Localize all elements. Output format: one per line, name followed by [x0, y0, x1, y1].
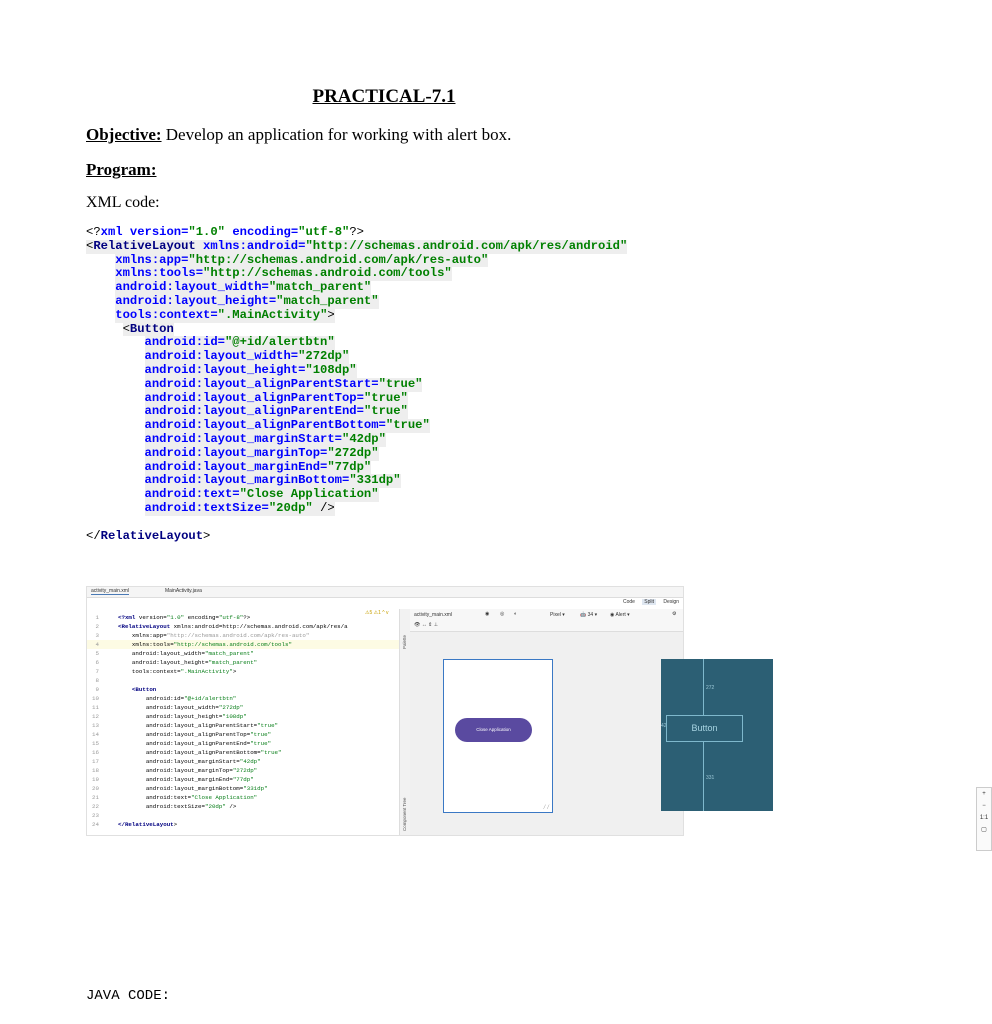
design-mode-button[interactable]: Design — [663, 599, 679, 605]
line-number: 14 — [92, 731, 99, 738]
editor-line[interactable] — [87, 730, 399, 739]
margin-top-value: 272 — [706, 685, 715, 691]
warning-indicator[interactable]: ⚠5 ⚠1 ^ v — [365, 610, 389, 616]
palette-label[interactable]: Palette — [402, 634, 407, 649]
api-level: 34 — [587, 612, 594, 618]
device-selector[interactable]: Pixel ▾ — [550, 612, 565, 618]
line-text: android:layout_height="108dp" — [118, 713, 247, 720]
palette-icon[interactable]: ◉ — [485, 611, 490, 617]
design-toolbar — [410, 609, 683, 632]
line-number: 4 — [95, 641, 99, 648]
editor-tabs — [87, 587, 683, 598]
code-line: android:text="Close Application" — [144, 487, 379, 502]
editor-line[interactable] — [87, 640, 399, 649]
line-text: <?xml version="1.0" encoding="utf-8"?> — [118, 614, 251, 621]
line-number: 17 — [92, 758, 99, 765]
line-text: android:layout_alignParentBottom="true" — [118, 749, 282, 756]
code-line: <Button — [122, 321, 174, 336]
objective-text: Develop an application for working with alert box. — [165, 125, 512, 144]
line-number: 13 — [92, 722, 99, 729]
editor-line[interactable] — [87, 631, 399, 640]
blueprint-preview — [661, 659, 773, 811]
line-text: <RelativeLayout xmlns:android=http://schemas.android.com/apk/res/a — [118, 623, 348, 630]
editor-line[interactable] — [87, 757, 399, 766]
view-mode-switcher — [617, 599, 681, 605]
code-line: android:layout_alignParentBottom="true" — [144, 418, 430, 433]
zoom-out-button[interactable]: − — [982, 803, 986, 809]
editor-line[interactable] — [87, 613, 399, 622]
line-text: android:layout_width="match_parent" — [118, 650, 254, 657]
component-tree-label[interactable]: Component Tree — [402, 797, 407, 831]
code-line: android:textSize="20dp" /> — [144, 500, 335, 515]
preview-close-button[interactable]: Close Application — [455, 718, 532, 742]
line-number: 7 — [95, 668, 99, 675]
editor-line[interactable] — [87, 622, 399, 631]
java-code-label: JAVA CODE: — [86, 988, 171, 1004]
line-number: 18 — [92, 767, 99, 774]
code-line: xmlns:tools="http://schemas.android.com/tools" — [115, 266, 452, 281]
line-text: xmlns:app="http://schemas.android.com/apk/res-auto" — [118, 632, 310, 639]
line-text: android:layout_alignParentTop="true" — [118, 731, 272, 738]
code-line: android:layout_marginTop="272dp" — [144, 445, 379, 460]
android-studio-screenshot — [86, 586, 989, 836]
editor-line[interactable] — [87, 739, 399, 748]
zoom-fit-button[interactable]: ▢ — [981, 827, 987, 833]
program-heading: Program: — [86, 160, 157, 179]
code-line: tools:context=".MainActivity"> — [115, 307, 335, 322]
editor-line[interactable] — [87, 667, 399, 676]
editor-line[interactable] — [87, 748, 399, 757]
theme-name: Alert — [615, 612, 626, 618]
line-number: 3 — [95, 632, 99, 639]
margin-start-value: 42 — [661, 723, 667, 729]
line-text: android:layout_alignParentEnd="true" — [118, 740, 272, 747]
zoom-in-button[interactable]: + — [982, 791, 986, 797]
objective-label: Objective: — [86, 125, 162, 144]
device-preview — [443, 659, 553, 813]
line-number: 8 — [95, 677, 99, 684]
editor-line[interactable] — [87, 802, 399, 811]
line-number: 10 — [92, 695, 99, 702]
line-text: android:layout_width="272dp" — [118, 704, 244, 711]
editor-line[interactable] — [87, 775, 399, 784]
line-number: 6 — [95, 659, 99, 666]
code-line: android:layout_marginStart="42dp" — [144, 431, 386, 446]
line-text: android:layout_marginBottom="331dp" — [118, 785, 268, 792]
objective — [86, 125, 511, 145]
code-line: xmlns:app="http://schemas.android.com/apk/res-auto" — [115, 252, 489, 267]
line-number: 22 — [92, 803, 99, 810]
line-number: 12 — [92, 713, 99, 720]
code-line: android:layout_marginBottom="331dp" — [144, 473, 401, 488]
line-text: android:layout_marginEnd="77dp" — [118, 776, 254, 783]
api-selector[interactable]: 🤖 34 ▾ — [580, 612, 598, 618]
line-text: android:text="Close Application" — [118, 794, 258, 801]
line-text: xmlns:tools="http://schemas.android.com/tools" — [118, 641, 292, 648]
blueprint-button[interactable]: Button — [666, 715, 743, 742]
xml-code-block — [86, 226, 627, 543]
code-line: android:layout_height="108dp" — [144, 362, 357, 377]
design-file-selector[interactable]: activity_main.xml — [414, 612, 453, 618]
editor-line[interactable] — [87, 793, 399, 802]
editor-line[interactable] — [87, 694, 399, 703]
night-mode-icon[interactable]: ◐ — [514, 611, 518, 617]
editor-line[interactable] — [87, 658, 399, 667]
line-text: tools:context=".MainActivity"> — [118, 668, 237, 675]
view-options-icon[interactable]: 👁 ↔ ⇕ ⊥ — [414, 622, 439, 628]
theme-selector[interactable]: ◉ Alert ▾ — [610, 612, 630, 618]
line-number: 1 — [95, 614, 99, 621]
bottom-constraint-line — [703, 741, 704, 811]
orientation-icon[interactable]: ◎ — [500, 611, 505, 617]
editor-line[interactable] — [87, 685, 399, 694]
design-surface — [410, 609, 989, 835]
code-line: android:layout_width="match_parent" — [115, 280, 372, 295]
resize-handle-icon[interactable]: ⁄⁄ — [542, 804, 550, 811]
xml-code-label: XML code: — [86, 194, 160, 211]
code-line: android:layout_height="match_parent" — [115, 293, 379, 308]
editor-line[interactable] — [87, 811, 399, 820]
page-title: PRACTICAL-7.1 — [312, 86, 456, 107]
line-text: android:layout_marginTop="272dp" — [118, 767, 258, 774]
editor-line[interactable] — [87, 712, 399, 721]
device-name: Pixel — [550, 612, 561, 618]
line-number: 23 — [92, 812, 99, 819]
code-line: android:layout_width="272dp" — [144, 349, 350, 364]
code-line — [86, 516, 627, 530]
editor-line[interactable] — [87, 820, 399, 829]
zoom-controls — [976, 787, 992, 851]
line-number: 5 — [95, 650, 99, 657]
code-mode-button[interactable]: Code — [622, 599, 635, 605]
split-mode-button[interactable]: Split — [644, 599, 655, 605]
line-number: 15 — [92, 740, 99, 747]
code-line: android:id="@+id/alertbtn" — [144, 335, 335, 350]
line-text: android:id="@+id/alertbtn" — [118, 695, 237, 702]
tab-activity-main-xml[interactable]: activity_main.xml — [91, 588, 130, 594]
line-number: 16 — [92, 749, 99, 756]
line-text: android:layout_marginStart="42dp" — [118, 758, 261, 765]
code-line: <?xml version="1.0" encoding="utf-8"?> — [86, 225, 364, 239]
line-number: 19 — [92, 776, 99, 783]
code-editor[interactable] — [87, 609, 399, 835]
tab-main-activity-java[interactable]: MainActivity.java — [165, 588, 202, 594]
line-text: android:layout_alignParentStart="true" — [118, 722, 279, 729]
line-number: 9 — [95, 686, 99, 693]
line-text: android:textSize="20dp" /> — [118, 803, 237, 810]
settings-icon[interactable]: ⚙ — [672, 611, 677, 617]
editor-line[interactable] — [87, 784, 399, 793]
line-number: 2 — [95, 623, 99, 630]
code-line: </RelativeLayout> — [86, 528, 211, 543]
zoom-actual-size-button[interactable]: 1:1 — [979, 815, 989, 821]
editor-line[interactable] — [87, 721, 399, 730]
side-panel-strip — [399, 609, 410, 835]
code-line: android:layout_alignParentStart="true" — [144, 376, 423, 391]
top-constraint-line — [703, 659, 704, 715]
line-text: android:layout_height="match_parent" — [118, 659, 258, 666]
code-line: android:layout_marginEnd="77dp" — [144, 459, 372, 474]
code-line: android:layout_alignParentEnd="true" — [144, 404, 408, 419]
line-number: 11 — [92, 704, 99, 711]
line-number: 21 — [92, 794, 99, 801]
line-text: <Button — [131, 686, 157, 693]
margin-bottom-value: 331 — [706, 775, 715, 781]
line-number: 20 — [92, 785, 99, 792]
editor-line[interactable] — [87, 703, 399, 712]
editor-line[interactable] — [87, 649, 399, 658]
code-line: <RelativeLayout xmlns:android="http://schemas.android.com/apk/res/android" — [86, 238, 628, 253]
editor-line[interactable] — [87, 676, 399, 685]
editor-line[interactable] — [87, 766, 399, 775]
code-line: android:layout_alignParentTop="true" — [144, 390, 408, 405]
line-text: </RelativeLayout> — [118, 821, 178, 828]
line-number: 24 — [92, 821, 99, 828]
